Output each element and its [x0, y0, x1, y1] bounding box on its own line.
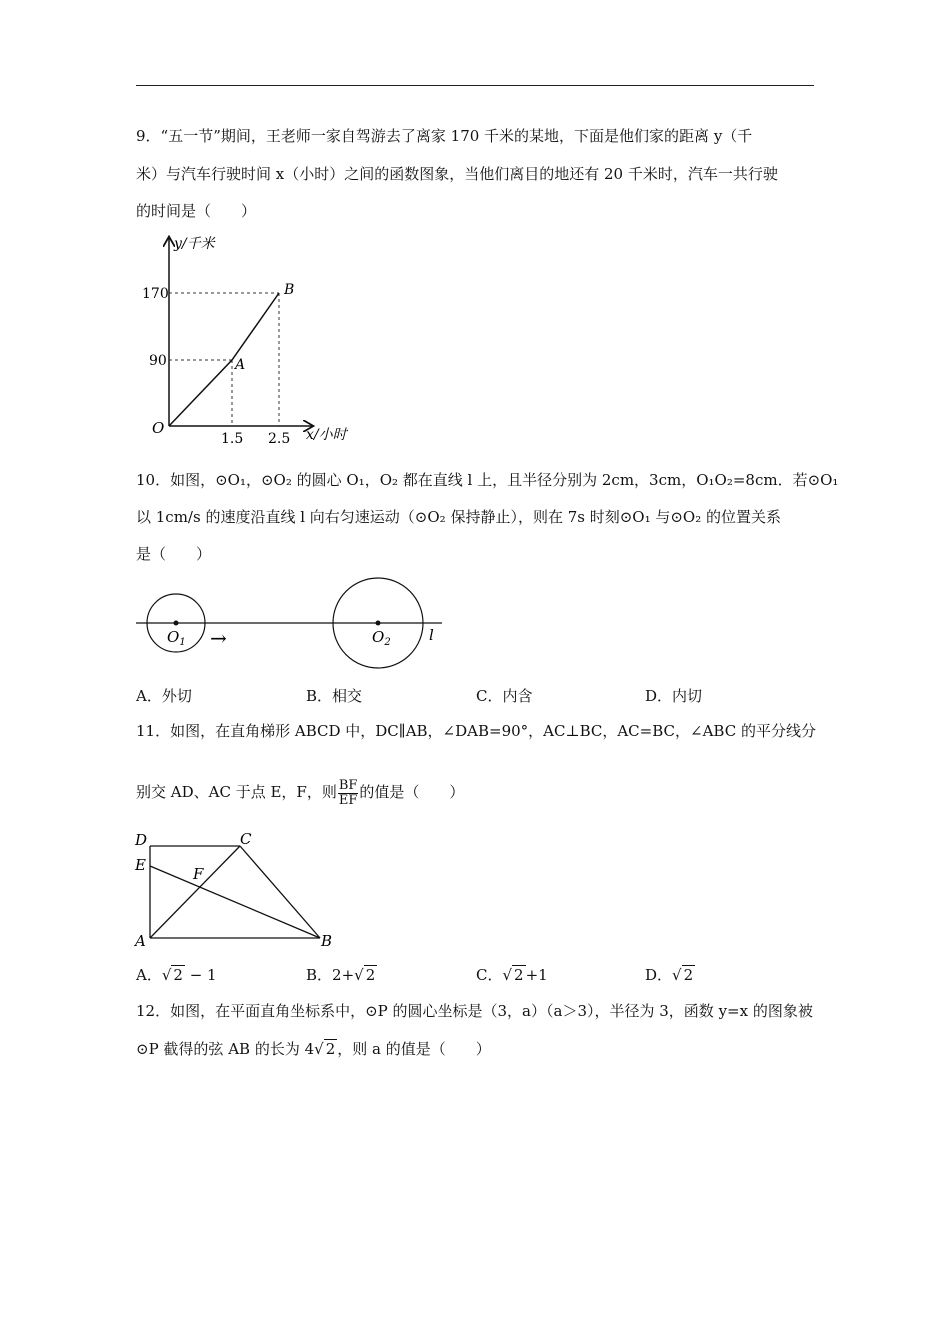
q11-segment-ac — [150, 846, 240, 938]
q10-figure — [130, 572, 450, 672]
q11-label-f: F — [193, 865, 204, 883]
q11-option-a-radicand: 2 — [173, 966, 183, 984]
q11-label-e: E — [135, 856, 146, 874]
q9-text-line-3: 的时间是（ ） — [136, 202, 257, 220]
header-rule — [136, 85, 814, 86]
q10-o2-label: $O_2$ — [372, 628, 391, 648]
q10-line-l-label: l — [429, 626, 434, 644]
q9-text-line-1: 9．“五一节”期间，王老师一家自驾游去了离家 170 千米的某地，下面是他们家的距离 y（千 — [136, 127, 753, 145]
q9-x-tick-1-5: 1.5 — [221, 431, 244, 447]
q11-option-a — [136, 965, 217, 985]
q11-fraction-denominator: EF — [338, 792, 358, 808]
q12-sqrt: √ 2 — [314, 1040, 336, 1058]
q11-fraction — [338, 779, 359, 808]
q9-x-tick-2-5: 2.5 — [268, 431, 291, 447]
q11-option-a-prefix: A． — [136, 966, 162, 984]
q11-line-2-post: 的值是（ ） — [359, 783, 465, 801]
q11-option-b-sqrt: √ 2 — [354, 966, 376, 984]
q12-line-2-prefix: ⊙P 截得的弦 AB 的长为 4 — [136, 1040, 315, 1058]
q11-line-2-pre: 别交 AD、AC 于点 E，F，则 — [136, 783, 337, 801]
q10-option-c: C．内含 — [476, 687, 533, 705]
q10-text-line-1: 10．如图，⊙O₁，⊙O₂ 的圆心 O₁，O₂ 都在直线 l 上，且半径分别为 2cm，3cm，O₁O₂=8cm．若⊙O₁ — [136, 471, 839, 489]
q11-label-b: B — [321, 932, 333, 950]
q11-text-line-1: 11．如图，在直角梯形 ABCD 中，DC∥AB，∠DAB=90°，AC⊥BC，AC=BC，∠ABC 的平分线分 — [136, 722, 816, 740]
q11-option-c — [476, 965, 548, 985]
q9-x-axis-label: x/小时 — [306, 427, 347, 443]
q9-point-a-label: A — [235, 357, 246, 373]
q10-option-a: A．外切 — [136, 687, 192, 705]
q11-option-b-radicand: 2 — [365, 966, 376, 984]
q12-text-line-2 — [136, 1039, 491, 1059]
q10-center-o1 — [174, 621, 179, 626]
q10-option-d: D．内切 — [645, 687, 703, 705]
q11-option-a-sqrt: √ 2 — [161, 966, 183, 984]
q11-figure — [130, 828, 350, 956]
q11-option-d-radicand: 2 — [683, 966, 694, 984]
q9-graph — [130, 230, 370, 450]
q9-y-tick-90: 90 — [149, 353, 167, 369]
q12-radicand: 2 — [325, 1040, 336, 1058]
q10-text-line-3: 是（ ） — [136, 545, 212, 563]
q11-segment-be — [150, 866, 320, 938]
q11-option-b — [306, 965, 377, 985]
q12-line-2-suffix: ，则 a 的值是（ ） — [337, 1040, 491, 1058]
q11-option-c-radicand: 2 — [514, 966, 524, 984]
q11-option-c-prefix: C． — [476, 966, 503, 984]
q11-option-a-suffix: − 1 — [184, 966, 217, 984]
q10-o1-label: $O_1$ — [167, 628, 186, 648]
q12-text-line-1: 12．如图，在平面直角坐标系中，⊙P 的圆心坐标是（3，a）（a＞3），半径为 3，函数 y=x 的图象被 — [136, 1002, 813, 1020]
q11-fraction-numerator: BF — [338, 777, 358, 793]
q9-y-tick-170: 170 — [142, 286, 169, 302]
q9-text-line-2: 米）与汽车行驶时间 x（小时）之间的函数图象，当他们离目的地还有 20 千米时，汽车一共行驶 — [136, 165, 778, 183]
q11-option-d-prefix: D． — [645, 966, 673, 984]
q11-option-c-suffix: +1 — [525, 966, 548, 984]
q9-origin-label: O — [152, 419, 165, 437]
q11-label-d: D — [135, 831, 148, 849]
q11-option-b-prefix: B．2+ — [306, 966, 355, 984]
q9-y-axis-label: y/千米 — [174, 236, 215, 252]
q10-option-b: B．相交 — [306, 687, 363, 705]
q11-option-d — [645, 965, 695, 985]
q11-text-line-2 — [136, 777, 464, 808]
q11-option-d-sqrt: √ 2 — [672, 966, 694, 984]
q10-arrow: → — [210, 626, 227, 650]
q11-segment-bc — [240, 846, 320, 938]
q10-text-line-2: 以 1cm/s 的速度沿直线 l 向右匀速运动（⊙O₂ 保持静止），则在 7s 时刻⊙O₁ 与⊙O₂ 的位置关系 — [136, 508, 782, 526]
q9-point-b-label: B — [284, 282, 295, 298]
q11-label-c: C — [240, 830, 252, 848]
q11-label-a: A — [135, 932, 146, 950]
q10-center-o2 — [376, 621, 381, 626]
q11-option-c-sqrt: √ 2 — [502, 966, 524, 984]
